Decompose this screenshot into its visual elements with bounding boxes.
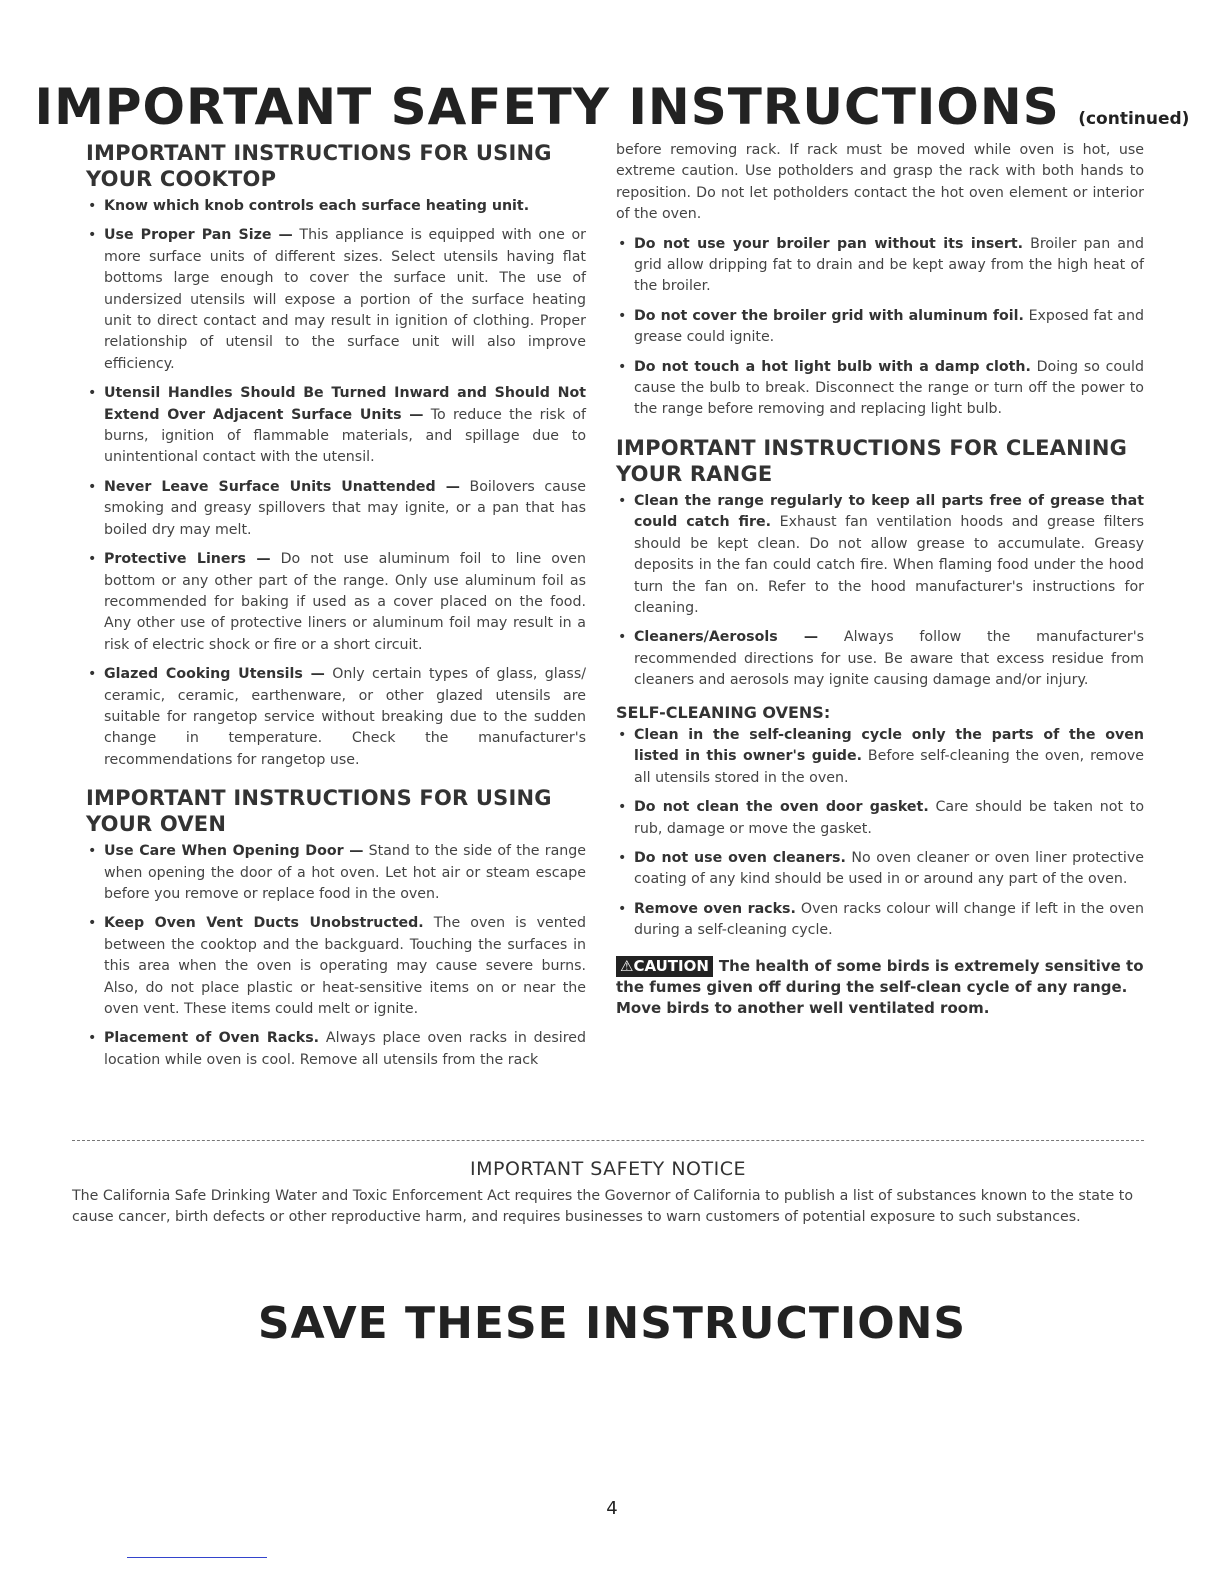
item-text: To reduce the risk of burns, ignition of flammable materials, and spillage due to unintentional contact with the utensil. [104, 406, 586, 466]
item-text: Broiler pan and grid allow dripping fat to drain and be kept away from the high heat of the broiler. [634, 235, 1144, 295]
item-title: Do not cover the broiler grid with aluminum foil. [634, 307, 1024, 324]
caution-notice [616, 956, 1144, 1019]
item-title: Keep Oven Vent Ducts Unobstructed. [104, 915, 424, 932]
item-title: Do not use your broiler pan without its insert. [634, 235, 1024, 252]
item-title: Use Care When Opening Door — [104, 843, 364, 860]
list-item [616, 357, 1144, 421]
notice-text: The California Safe Drinking Water and Toxic Enforcement Act requires the Governor of California to publish a list of substances known to the state to cause cancer, birth defects or other reproductive harm, and requires businesses to warn customers of potential exposure to such substances. [72, 1188, 1134, 1225]
list-item [616, 848, 1144, 891]
list-item [86, 1028, 586, 1071]
list-item [86, 913, 586, 1020]
list-item [616, 491, 1144, 619]
list-item [86, 664, 586, 771]
item-text: The oven is vented between the cooktop and the backguard. Touching the surfaces in this area when the oven is operating may cause severe burns. Also, do not place plastic or heat-sensitive items on or near the oven vent. These items could melt or ignite. [104, 915, 586, 1017]
list-item [616, 797, 1144, 840]
footer-line [127, 1557, 267, 1558]
divider [72, 1140, 1144, 1141]
list-item [86, 196, 586, 217]
item-title: Cleaners/Aerosols — [634, 629, 819, 646]
page-title [0, 78, 1224, 136]
oven-section [86, 785, 586, 1071]
item-text: Always place oven racks in desired location while oven is cool. Remove all utensils from the rack [104, 1030, 586, 1068]
title-text: IMPORTANT SAFETY INSTRUCTIONS [34, 78, 1060, 136]
oven-items-continued [616, 234, 1144, 421]
self-cleaning-section [616, 702, 1144, 942]
item-title: Never Leave Surface Units Unattended — [104, 478, 460, 495]
list-item [616, 725, 1144, 789]
item-title: Placement of Oven Racks. [104, 1030, 320, 1047]
list-item [616, 899, 1144, 942]
list-item [86, 477, 586, 541]
item-text: Before self-cleaning the oven, remove all utensils stored in the oven. [634, 748, 1144, 786]
item-text: Oven racks colour will change if left in the oven during a self-cleaning cycle. [634, 900, 1144, 939]
list-item [86, 383, 586, 469]
list-item [86, 841, 586, 905]
item-text: This appliance is equipped with one or more surface units of different sizes. Select utensils having flat bottoms large enough to cover the surface unit. The use of undersized utensils will expose a portion of the surface heating unit to direct contact and may result in ignition of clothing. Proper relationship of utensil to the surface unit will also improve efficiency. [104, 227, 586, 372]
item-title: Do not touch a hot light bulb with a damp cloth. [634, 358, 1031, 375]
continuation-text: before removing rack. If rack must be moved while oven is hot, use extreme caution. Use potholders and grasp the rack with both hands to reposition. Do not let potholders contact the hot oven element or interior of the oven. [616, 142, 1144, 223]
item-text: Exhaust fan ventilation hoods and grease filters should be kept clean. Do not allow grease to accumulate. Greasy deposits in the fan could catch fire. When flaming food under the hood turn the fan on. Refer to the hood manufacturer's instructions for cleaning. [634, 514, 1144, 616]
item-text: Always follow the manufacturer's recommended directions for use. Be aware that excess residue from cleaners and aerosols may ignite causing damage and/or injury. [634, 629, 1145, 689]
section-heading: IMPORTANT INSTRUCTIONS FOR USING YOUR COOKTOP [86, 141, 552, 191]
item-title: Do not clean the oven door gasket. [634, 799, 929, 816]
list-item [86, 225, 586, 375]
item-title: Utensil Handles Should Be Turned Inward and Should Not Extend Over Adjacent Surface Units — [104, 385, 586, 423]
item-title: Clean in the self-cleaning cycle only the parts of the oven listed in this owner's guide. [634, 726, 1144, 765]
item-text: Boilovers cause smoking and greasy spillovers that may ignite, or a pan that has boiled dry may melt. [104, 478, 586, 538]
cooktop-section [86, 140, 586, 771]
item-text: Stand to the side of the range when opening the door of a hot oven. Let hot air or steam escape before you remove or replace food in the oven. [104, 843, 587, 902]
list-item [86, 549, 586, 656]
list-item [616, 306, 1144, 349]
section-heading: IMPORTANT INSTRUCTIONS FOR USING YOUR OVEN [86, 786, 552, 837]
save-instructions-heading: SAVE THESE INSTRUCTIONS [257, 1298, 967, 1349]
caution-text: The health of some birds is extremely sensitive to the fumes given off during the self-clean cycle of any range. Move birds to another well ventilated room. [616, 956, 1144, 1017]
item-title: Use Proper Pan Size — [104, 227, 293, 244]
caution-label: ⚠CAUTION [616, 956, 713, 977]
page-number: 4 [606, 1498, 618, 1519]
item-text: Do not use aluminum foil to line oven bottom or any other part of the range. Only use aluminum foil as recommended for baking if used as a cover placed on the food. Any other use of protective liners or aluminum foil may result in a risk of electric shock or fire or a short circuit. [104, 551, 587, 653]
continued-label: (continued) [1078, 109, 1190, 129]
notice-heading: IMPORTANT SAFETY NOTICE [470, 1158, 746, 1180]
item-title: Glazed Cooking Utensils — [104, 666, 325, 683]
item-title: Do not use oven cleaners. [634, 849, 846, 866]
item-title: Know which knob controls each surface heating unit. [104, 198, 530, 214]
list-item [616, 234, 1144, 298]
left-column [86, 140, 586, 1079]
cleaning-section [616, 435, 1144, 692]
item-text: Exposed fat and grease could ignite. [634, 307, 1145, 346]
item-text: Doing so could cause the bulb to break. Disconnect the range or turn off the power to the range before removing and replacing light bulb. [634, 358, 1144, 418]
item-title: Protective Liners — [104, 551, 271, 568]
safety-notice [72, 1158, 1144, 1228]
section-heading: SELF-CLEANING OVENS: [616, 702, 831, 722]
item-text: Care should be taken not to rub, damage or move the gasket. [634, 799, 1145, 837]
item-text: Only certain types of glass, glass/ ceramic, ceramic, earthenware, or other glazed utensils are suitable for rangetop service without breaking due to the sudden change in temperature. Check the manufacturer's recommendations for rangetop use. [104, 666, 586, 768]
right-column [616, 140, 1144, 1019]
list-item [616, 627, 1144, 691]
section-heading: IMPORTANT INSTRUCTIONS FOR CLEANING YOUR RANGE [616, 435, 1128, 486]
item-text: No oven cleaner or oven liner protective coating of any kind should be used in or around any part of the oven. [634, 849, 1144, 888]
item-title: Remove oven racks. [634, 900, 796, 917]
item-title: Clean the range regularly to keep all parts free of grease that could catch fire. [634, 492, 1144, 531]
